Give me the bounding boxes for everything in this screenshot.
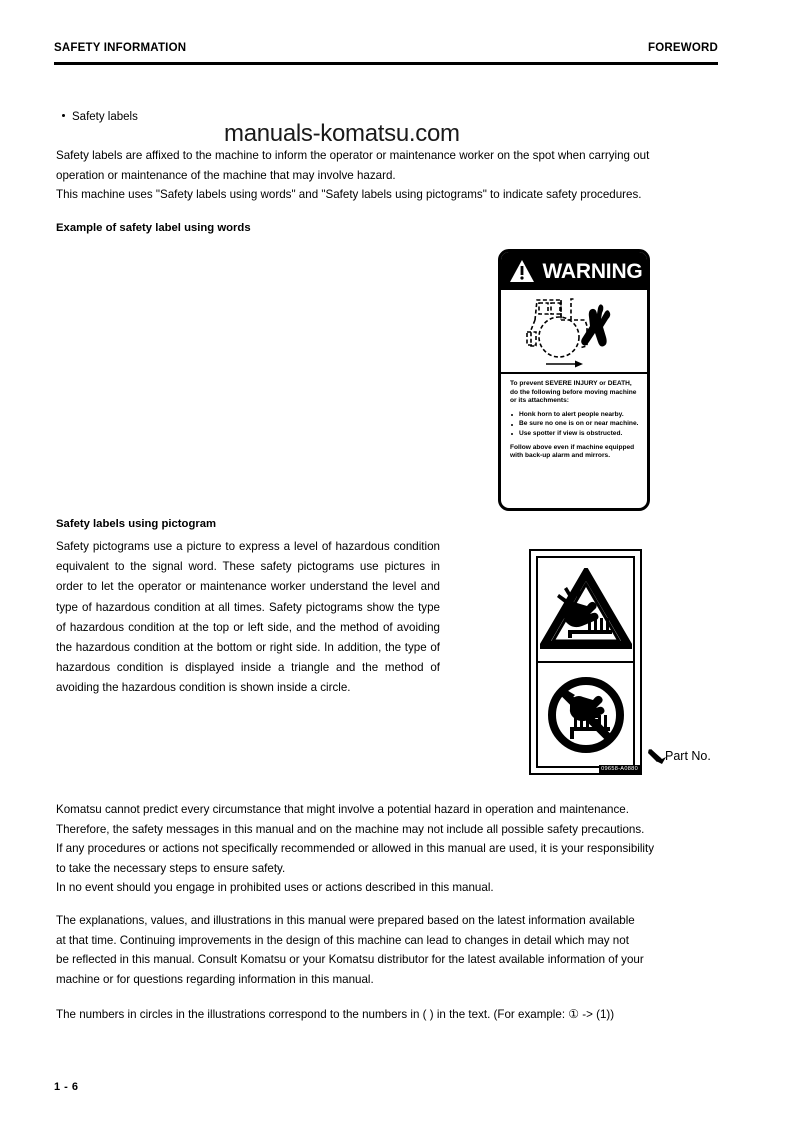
closing-paragraph-2 — [56, 911, 721, 989]
pictogram-prohibition-panel — [538, 663, 633, 766]
circles-note-part-b: -> (1)) — [579, 1008, 615, 1021]
example-words-heading: Example of safety label using words — [56, 222, 251, 234]
closing-1-line-1: Komatsu cannot predict every circumstance that might involve a potential hazard in operation and maintenance. — [56, 803, 629, 816]
pictogram-section-body: Safety pictograms use a picture to express a level of hazardous condition equivalent to the signal word. These safety pictograms use pictures in order to let the operator or maintenance worker understand the level and type of hazardous condition at all times. Safety pictograms show the type of hazardous condition at the top or left side, and the method of avoiding the hazardous condition at the bottom or right side. In addition, the type of hazardous condition is displayed inside a triangle and the method of avoiding the hazardous condition is shown inside a circle. — [56, 540, 440, 695]
bullet-heading-label: Safety labels — [72, 111, 138, 123]
warning-signal-word: WARNING — [542, 259, 643, 283]
closing-paragraph-1 — [56, 800, 721, 898]
header-chapter-title: FOREWORD — [648, 42, 718, 54]
direction-arrow-icon — [546, 361, 583, 368]
header-section-title: SAFETY INFORMATION — [54, 42, 187, 54]
warning-intro-text: To prevent SEVERE INJURY or DEATH, do the following before moving machine or its attachments: — [510, 380, 637, 405]
warning-label-graphic — [498, 249, 650, 511]
warning-footer-text: Follow above even if machine equipped with back-up alarm and mirrors. — [510, 443, 635, 460]
closing-1-line-5: In no event should you engage in prohibited uses or actions described in this manual. — [56, 881, 494, 894]
part-number-text: 09658-A0880 — [601, 766, 638, 772]
safety-labels-bullet-heading — [62, 111, 138, 123]
pictogram-label-inner-frame — [536, 556, 635, 768]
closing-1-line-4: to take the necessary steps to ensure safety. — [56, 861, 286, 875]
page-number: 1 - 6 — [54, 1081, 79, 1093]
pictogram-hazard-panel — [538, 558, 633, 663]
intro-line-2: operation or maintenance of the machine that may involve hazard. — [56, 168, 396, 182]
closing-2-line-1: The explanations, values, and illustrations in this manual were prepared based on the latest information available — [56, 914, 635, 927]
header-divider — [54, 62, 718, 65]
pictogram-section-heading: Safety labels using pictogram — [56, 518, 217, 530]
hand-caught-in-fan-triangle-icon — [540, 568, 632, 652]
intro-line-3: This machine uses "Safety labels using words" and "Safety labels using pictograms" to indicate safety procedures. — [56, 188, 642, 201]
part-no-caption: Part No. — [665, 749, 711, 763]
warning-bullet-item: Use spotter if view is obstructed. — [510, 430, 640, 439]
closing-2-line-3: be reflected in this manual. Consult Komatsu or your Komatsu distributor for the latest available information of your — [56, 953, 644, 966]
watermark-text: manuals-komatsu.com — [224, 120, 460, 147]
page-header — [54, 42, 718, 54]
closing-3-line-1 — [56, 1005, 721, 1025]
intro-line-1: Safety labels are affixed to the machine to inform the operator or maintenance worker on the spot when carrying out — [56, 149, 650, 162]
circles-note-part-a: The numbers in circles in the illustrations correspond to the numbers in ( ) in the text. (For example: — [56, 1008, 569, 1021]
no-hand-near-fan-circle-icon — [540, 673, 632, 757]
person-icon — [581, 304, 610, 346]
warning-triangle-icon — [509, 259, 535, 283]
warning-header-band — [501, 252, 647, 290]
warning-bullet-item: Be sure no one is on or near machine. — [510, 420, 640, 429]
closing-2-line-2: at that time. Continuing improvements in the design of this machine can lead to changes in detail which may not — [56, 933, 629, 947]
pictogram-label-graphic — [529, 549, 642, 775]
warning-bullet-list — [510, 411, 640, 439]
warning-illustration-panel — [501, 290, 647, 374]
closing-2-line-4: machine or for questions regarding information in this manual. — [56, 972, 374, 986]
closing-paragraph-3 — [56, 1005, 721, 1025]
warning-text-panel — [501, 374, 647, 465]
machine-backing-into-person-icon — [501, 290, 647, 372]
intro-paragraph — [56, 146, 721, 205]
bullet-dot-icon — [62, 114, 65, 117]
closing-1-line-3: If any procedures or actions not specifically recommended or allowed in this manual are used, it is your responsibility — [56, 842, 655, 855]
circled-one-glyph: ① — [568, 1007, 580, 1021]
closing-1-line-2: Therefore, the safety messages in this manual and on the machine may not include all possible safety precautions. — [56, 822, 645, 836]
warning-bullet-item: Honk horn to alert people nearby. — [510, 411, 640, 420]
